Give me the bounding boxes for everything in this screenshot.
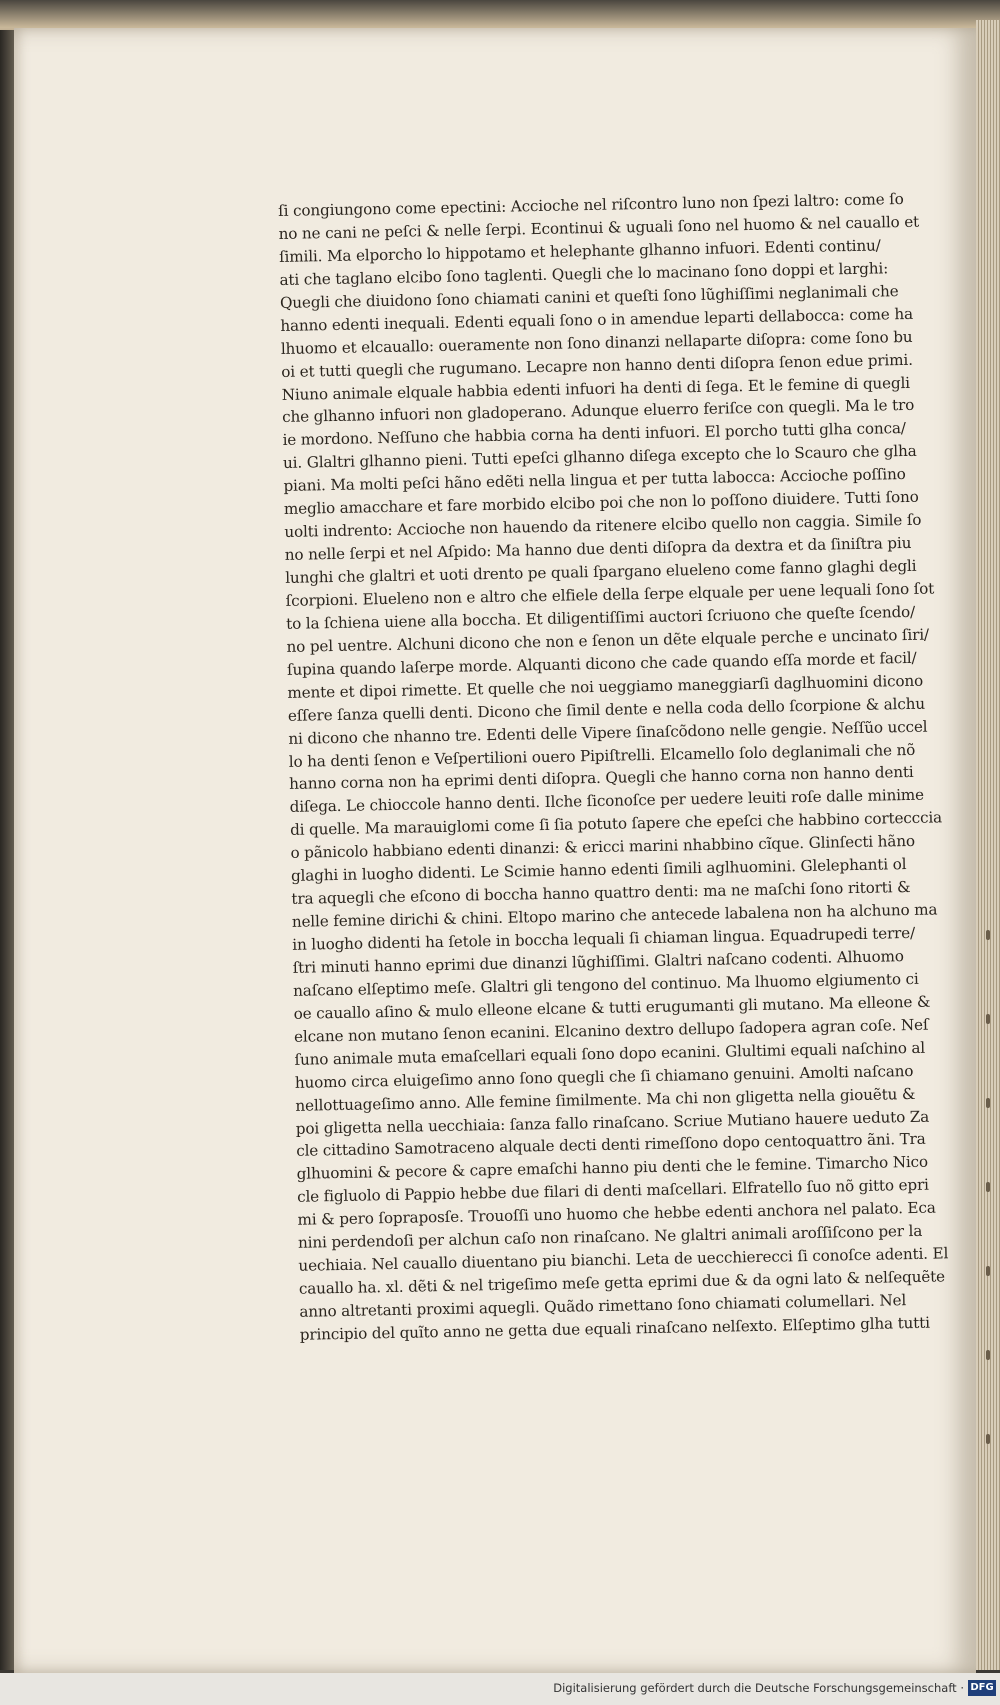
text-line: ſtri minuti hanno eprimi due dinanzi lũghiſſimi. Glaltri naſcano codenti. Alhuomo (292, 947, 904, 977)
text-line: nellottuageſimo anno. Alle femine ſimilmente. Ma chi non gligetta nella giouẽtu & (295, 1084, 916, 1115)
text-line: glhuomini & pecore & capre emaſchi hanno piu denti che le femine. Timarcho Nico (296, 1153, 929, 1184)
text-line: tra aquegli che eſcono di boccha hanno quattro denti: ma ne maſchi ſono ritorti & (291, 878, 911, 908)
text-line: ſcorpioni. Elueleno non e altro che elfiele della ſerpe elquale per uene lequali ſono ſot (285, 579, 935, 610)
text-line: di quelle. Ma marauiglomi come ſi ſia potuto ſapere che epeſci che habbino cortecccia (289, 808, 943, 840)
text-line: hanno corna non ha eprimi denti diſopra. Quegli che hanno corna non hanno denti (289, 763, 914, 794)
text-line: ſi congiungono come epectini: Accioche nel riſcontro luno non ſpezi laltro: come ſo (278, 189, 904, 220)
text-line: ati che taglano elcibo ſono taglenti. Quegli che lo macinano ſono doppi et larghi: (279, 259, 889, 289)
digitization-footer (0, 1673, 1000, 1705)
text-line: poi gligetta nella uecchiaia: ſanza fallo rinaſcano. Scriue Mutiano hauere ueduto Za (295, 1107, 930, 1138)
text-line: ſupina quando laſerpe morde. Alquanti dicono che cade quando eſſa morde et facil/ (286, 648, 917, 679)
text-line: meglio amacchare et fare morbido elcibo poi che non lo poſſono diuidere. Tutti ſono (283, 487, 919, 519)
text-line: no nelle ſerpi et nel Aſpido: Ma hanno due denti diſopra da dextra et da ſiniſtra piu (284, 533, 912, 564)
text-line: oe cauallo aſino & mulo elleone elcane & tutti erugumanti gli mutano. Ma elleone & (293, 992, 931, 1023)
text-line: ie mordono. Neſſuno che habbia corna ha denti infuori. El porcho tutti glha conca/ (282, 419, 906, 450)
text-line: che glhanno infuori non gladoperano. Adunque eluerro feriſce con quegli. Ma le tro (282, 396, 915, 427)
text-line: mente et dipoi rimette. Et quelle che noi ueggiamo maneggiarſi daglhuomini dicono (287, 671, 924, 702)
text-line: diſega. Le chioccole hanno denti. Ilche ſiconoſce per uedere leuiti roſe dalle minime (289, 786, 925, 817)
text-line: lo ha denti ſenon e Veſpertilioni ouero Pipiſtrelli. Elcamello ſolo deglanimali che nõ (288, 740, 916, 771)
text-line: nini perdendoſi per alchun caſo non rinaſcano. Ne glaltri animali aroſſiſcono per la (297, 1222, 923, 1252)
text-line: eſſere ſanza quelli denti. Dicono che ſimil dente e nella coda dello ſcorpione & alchu (287, 694, 926, 725)
text-line: cauallo ha. xl. dẽti & nel trigeſimo meſe getta eprimi due & da ogni lato & nelſequẽte (298, 1267, 946, 1298)
text-line: uolti indrento: Accioche non hauendo da ritenere elcibo quello non caggia. Simile ſo (284, 510, 922, 542)
text-line: cle figluolo di Pappio hebbe due filari di denti maſcellari. Elfratello ſuo nõ gitto epri (296, 1176, 929, 1207)
text-line: ui. Glaltri glhanno pieni. Tutti epeſci glhanno diſega excepto che lo Scauro che glha (282, 442, 917, 473)
text-line: lhuomo et elcauallo: oueramente non ſono dinanzi nellaparte diſopra: come ſono bu (280, 327, 913, 358)
text-line: hanno edenti inequali. Edenti equali ſono o in amendue leparti dellabocca: come ha (280, 304, 914, 335)
text-line: elcane non mutano ſenon ecanini. Elcanino dextro dellupo ſadopera agran coſe. Neſ (293, 1015, 929, 1046)
text-line: Niuno animale elquale habbia edenti infuori ha denti di ſega. Et le femine di quegli (281, 373, 911, 404)
dfg-logo: DFG (968, 1680, 996, 1696)
text-line: piani. Ma molti peſci hãno edẽti nella lingua et per tutta labocca: Accioche poſſino (283, 465, 906, 496)
text-line: ſuno animale muta emaſcellari equali ſono dopo ecanini. Glultimi equali naſchino al (294, 1038, 926, 1069)
fore-edge-marks (984, 930, 992, 1550)
text-line: no pel uentre. Alchuni dicono che non e ſenon un dẽte elquale perche e uncinato ſiri/ (286, 625, 930, 656)
text-line: no ne cani ne peſci & nelle ſerpi. Econtinui & uguali ſono nel huomo & nel cauallo et (278, 212, 920, 243)
text-line: oi et tutti quegli che rugumano. Lecapre non hanno denti diſopra ſenon edue primi. (281, 350, 913, 381)
text-line: lunghi che glaltri et uoti drento pe quali ſpargano elueleno come fanno glaghi degli (285, 556, 917, 587)
text-line: Quegli che diuidono ſono chiamati canini et queſti ſono lũghiſſimi neglanimali che (279, 281, 899, 312)
text-line: principio del quĩto anno ne getta due equali rinaſcano nelſexto. Elſeptimo glha tutti (299, 1313, 930, 1344)
funding-credit: Digitalisierung gefördert durch die Deutsche Forschungsgemeinschaft · (553, 1681, 964, 1695)
text-line: anno altretanti proximi aquegli. Quãdo rimettano ſono chiamati columellari. Nel (299, 1291, 907, 1321)
text-line: cle cittadino Samotraceno alquale decti denti rimeſſono dopo centoquattro ãni. Tra (296, 1130, 926, 1161)
printed-text-block (278, 188, 949, 1347)
text-line: naſcano elſeptimo meſe. Glaltri gli tengono del continuo. Ma lhuomo elgiumento ci (293, 969, 919, 1000)
text-line: ni dicono che nhanno tre. Edenti delle Vipere ſinaſcõdono nelle gengie. Neſſũo uccel (288, 717, 928, 748)
text-line: ſimili. Ma elporcho lo hippotamo et helephante glhanno infuori. Edenti continu/ (278, 236, 881, 266)
text-line: uechiaia. Nel cauallo diuentano piu bianchi. Leta de uecchierecci ſi conoſce adenti. El (298, 1244, 949, 1275)
text-line: glaghi in luogho didenti. Le Scimie hanno edenti ſimili aglhuomini. Glelephanti ol (290, 855, 907, 886)
text-line: nelle femine dirichi & chini. Eltopo marino che antecede labalena non ha alchuno ma (291, 900, 938, 931)
text-line: in luogho didenti ha ſetole in boccha lequali ſi chiaman lingua. Equadrupedi terre/ (292, 923, 916, 954)
text-line: mi & pero ſopraposſe. Trouoſſi uno huomo che hebbe edenti anchora nel palato. Eca (297, 1198, 936, 1230)
text-line: to la ſchiena uiene alla boccha. Et diligentiſſimi auctori ſcriuono che queſte ſcendo/ (285, 602, 916, 633)
text-line: o pãnicolo habbiano edenti dinanzi: & ericci marini nhabbino cĩque. Glinſecti hãno (290, 832, 916, 863)
text-line: huomo circa eluigeſimo anno ſono quegli che ſi chiamano genuini. Amolti naſcano (294, 1061, 914, 1092)
